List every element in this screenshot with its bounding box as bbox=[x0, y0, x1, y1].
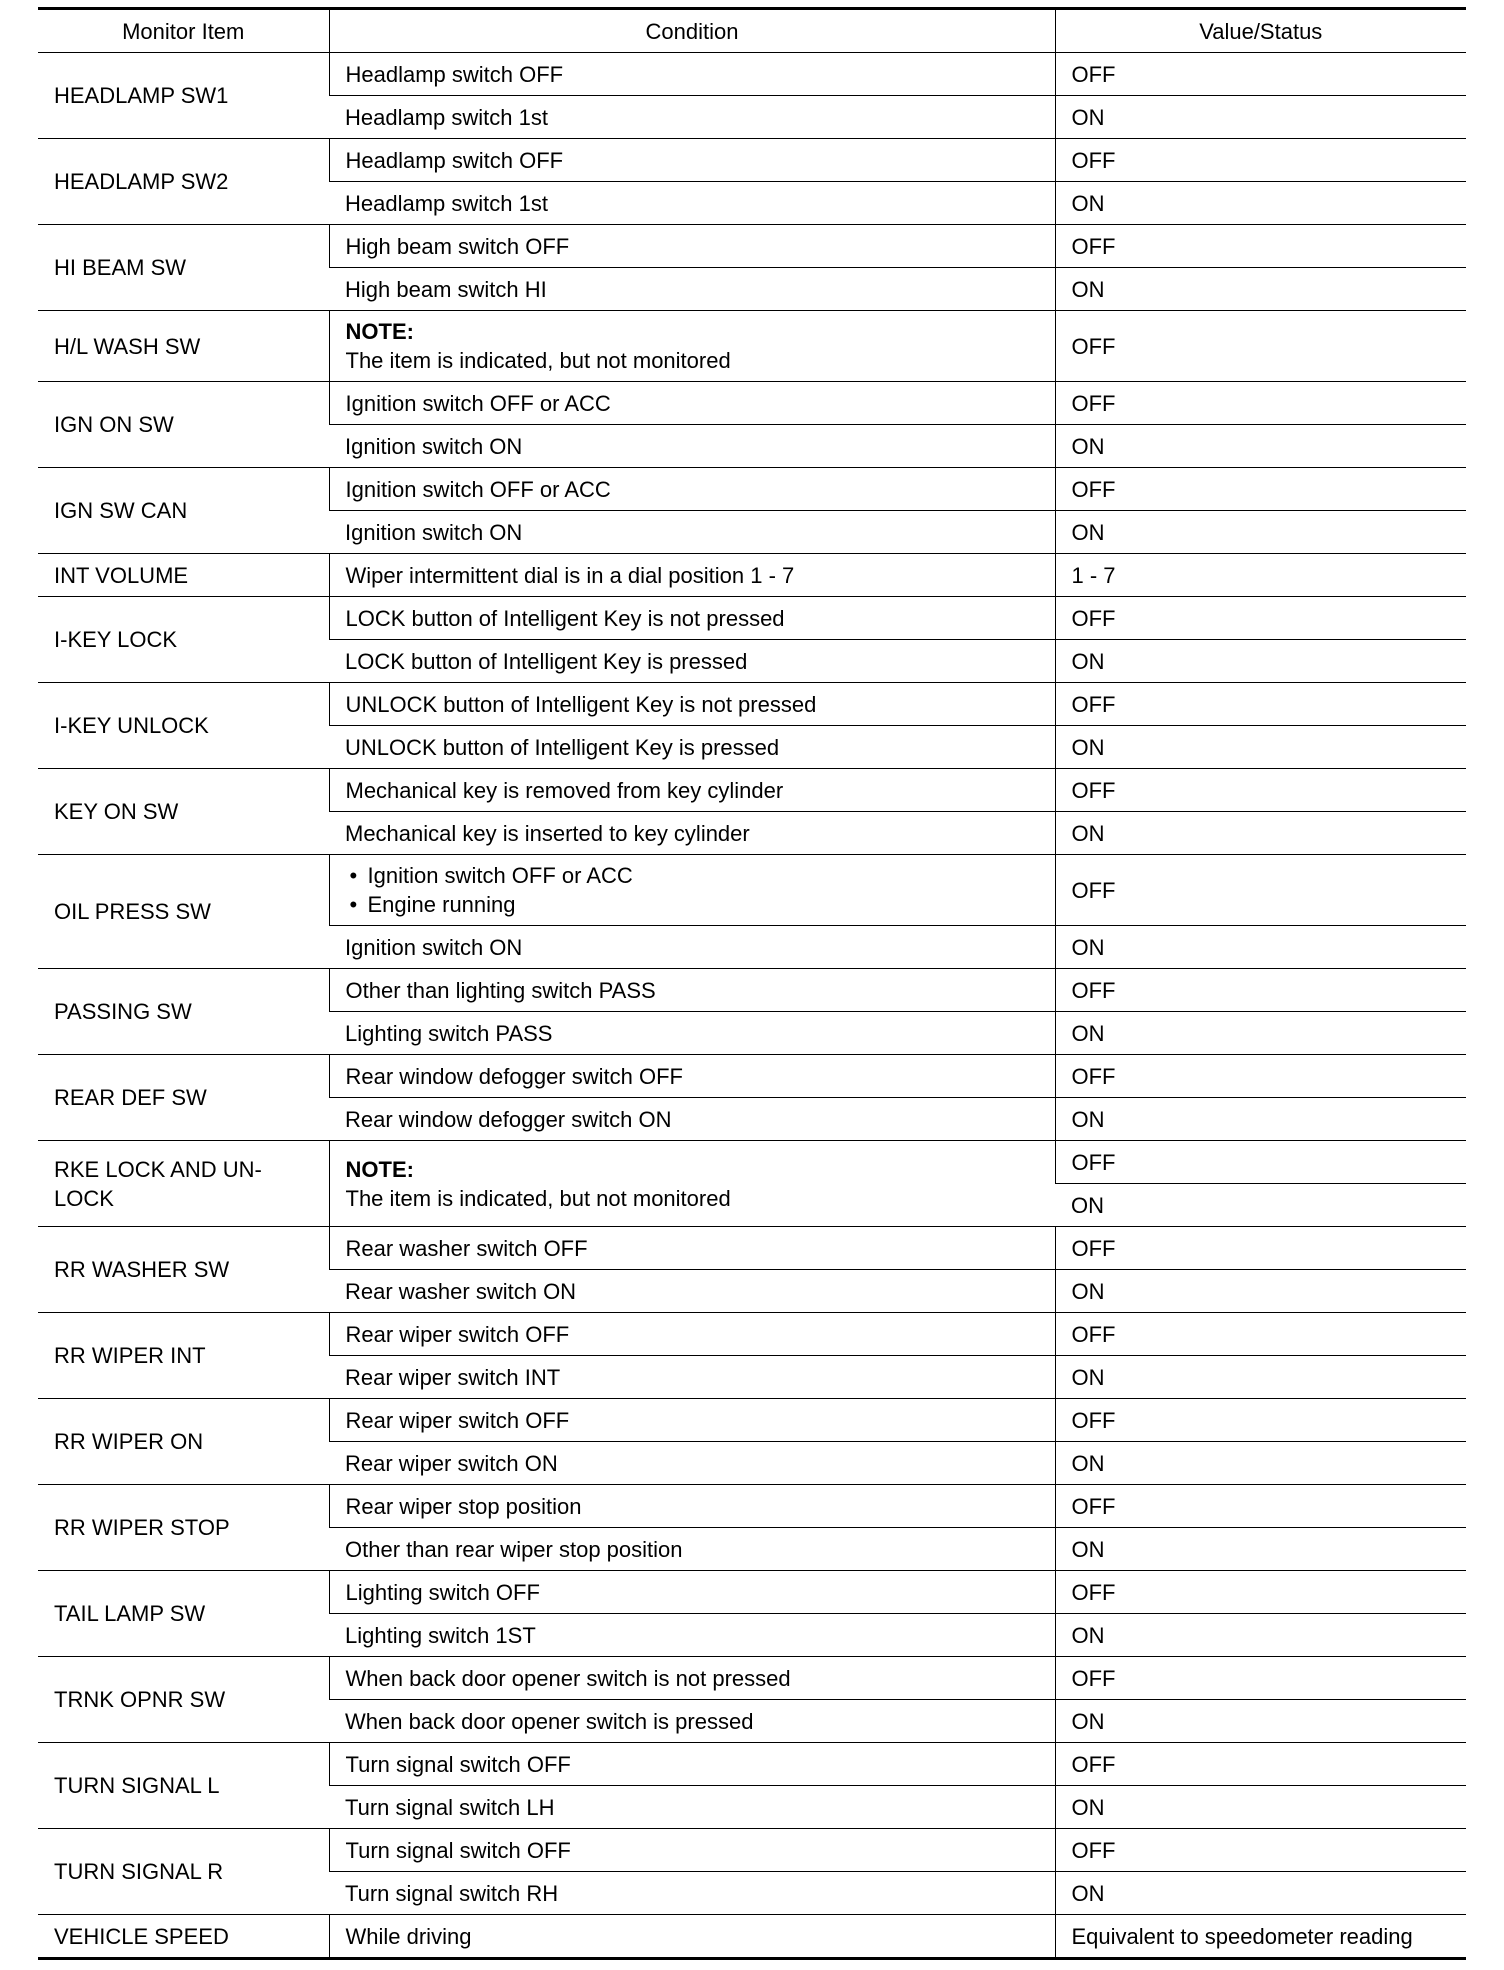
condition-cell: Ignition switch ON bbox=[329, 511, 1055, 554]
monitor-item-name: I-KEY LOCK bbox=[38, 597, 329, 683]
condition-cell: Ignition switch OFF or ACC bbox=[329, 468, 1055, 511]
value-status-cell: ON bbox=[1055, 1872, 1466, 1915]
value-status-cell: ON bbox=[1055, 812, 1466, 855]
condition-cell: Rear wiper stop position bbox=[329, 1485, 1055, 1528]
value-status-cell: ON bbox=[1055, 425, 1466, 468]
condition-cell: High beam switch OFF bbox=[329, 225, 1055, 268]
table-row bbox=[38, 225, 1466, 268]
value-status-cell: ON bbox=[1055, 182, 1466, 225]
value-status-cell: ON bbox=[1055, 640, 1466, 683]
monitor-item-name: IGN SW CAN bbox=[38, 468, 329, 554]
condition-cell: Headlamp switch OFF bbox=[329, 139, 1055, 182]
condition-cell: Headlamp switch 1st bbox=[329, 182, 1055, 225]
condition-cell: Wiper intermittent dial is in a dial position 1 - 7 bbox=[329, 554, 1055, 597]
condition-cell: Headlamp switch OFF bbox=[329, 53, 1055, 96]
condition-cell: Turn signal switch OFF bbox=[329, 1829, 1055, 1872]
condition-cell: Ignition switch ON bbox=[329, 926, 1055, 969]
note-label: NOTE: bbox=[345, 319, 414, 344]
condition-cell: Rear wiper switch INT bbox=[329, 1356, 1055, 1399]
value-status-cell: OFF bbox=[1055, 597, 1466, 640]
value-status-cell: OFF bbox=[1055, 1657, 1466, 1700]
table-row bbox=[38, 139, 1466, 182]
condition-cell: Ignition switch ON bbox=[329, 425, 1055, 468]
condition-cell: UNLOCK button of Intelligent Key is pressed bbox=[329, 726, 1055, 769]
monitor-item-name bbox=[38, 1141, 329, 1227]
value-status-cell: Equivalent to speedometer reading bbox=[1055, 1915, 1466, 1959]
monitor-item-name: HEADLAMP SW2 bbox=[38, 139, 329, 225]
value-status-cell: 1 - 7 bbox=[1055, 554, 1466, 597]
table-row bbox=[38, 1055, 1466, 1098]
value-status-cell: ON bbox=[1055, 1614, 1466, 1657]
table-row bbox=[38, 969, 1466, 1012]
table-row bbox=[38, 1399, 1466, 1442]
monitor-item-name: HI BEAM SW bbox=[38, 225, 329, 311]
condition-cell: Headlamp switch 1st bbox=[329, 96, 1055, 139]
value-status-cell: ON bbox=[1055, 1356, 1466, 1399]
value-status-cell: OFF bbox=[1055, 1313, 1466, 1356]
monitor-item-name: VEHICLE SPEED bbox=[38, 1915, 329, 1959]
monitor-item-name: TRNK OPNR SW bbox=[38, 1657, 329, 1743]
monitor-item-name: RR WIPER STOP bbox=[38, 1485, 329, 1571]
monitor-item-name: TAIL LAMP SW bbox=[38, 1571, 329, 1657]
condition-cell: Rear wiper switch OFF bbox=[329, 1313, 1055, 1356]
table-row bbox=[38, 1915, 1466, 1959]
condition-cell: Lighting switch PASS bbox=[329, 1012, 1055, 1055]
monitor-item-name-line: LOCK bbox=[54, 1185, 114, 1211]
condition-bullet-list bbox=[346, 861, 1039, 919]
monitor-item-name: INT VOLUME bbox=[38, 554, 329, 597]
condition-cell: Rear window defogger switch OFF bbox=[329, 1055, 1055, 1098]
monitor-item-name: RR WIPER ON bbox=[38, 1399, 329, 1485]
value-status-cell: ON bbox=[1055, 511, 1466, 554]
condition-cell: Rear wiper switch OFF bbox=[329, 1399, 1055, 1442]
table-row bbox=[38, 468, 1466, 511]
monitor-item-table bbox=[38, 7, 1466, 1960]
condition-cell: Mechanical key is inserted to key cylinder bbox=[329, 812, 1055, 855]
value-status-cell: OFF bbox=[1055, 1227, 1466, 1270]
table-row bbox=[38, 1313, 1466, 1356]
value-status-cell: OFF bbox=[1055, 1485, 1466, 1528]
monitor-item-name: TURN SIGNAL L bbox=[38, 1743, 329, 1829]
monitor-item-name: RR WASHER SW bbox=[38, 1227, 329, 1313]
table-row bbox=[38, 1829, 1466, 1872]
value-status-cell: ON bbox=[1055, 926, 1466, 969]
value-status-cell: OFF bbox=[1055, 769, 1466, 812]
table-row bbox=[38, 53, 1466, 96]
condition-cell: Rear washer switch ON bbox=[329, 1270, 1055, 1313]
monitor-item-name: HEADLAMP SW1 bbox=[38, 53, 329, 139]
condition-cell: LOCK button of Intelligent Key is pressed bbox=[329, 640, 1055, 683]
value-status-cell: OFF bbox=[1055, 1399, 1466, 1442]
table-row bbox=[38, 1485, 1466, 1528]
condition-cell: Ignition switch OFF or ACC bbox=[329, 382, 1055, 425]
value-status-cell: OFF bbox=[1055, 855, 1466, 926]
value-status-cell: ON bbox=[1055, 1270, 1466, 1313]
value-status-cell: OFF bbox=[1055, 683, 1466, 726]
table-row bbox=[38, 1657, 1466, 1700]
value-status-cell: ON bbox=[1055, 268, 1466, 311]
header-row bbox=[38, 9, 1466, 53]
value-status-cell: ON bbox=[1055, 726, 1466, 769]
header-monitor-item: Monitor Item bbox=[38, 9, 329, 53]
condition-cell: Rear washer switch OFF bbox=[329, 1227, 1055, 1270]
value-status-cell: OFF bbox=[1055, 311, 1466, 382]
value-status-cell: ON bbox=[1055, 1184, 1466, 1227]
condition-cell: While driving bbox=[329, 1915, 1055, 1959]
value-status-cell: OFF bbox=[1055, 225, 1466, 268]
condition-note-cell bbox=[329, 1141, 1055, 1227]
condition-cell: Other than lighting switch PASS bbox=[329, 969, 1055, 1012]
condition-cell: Lighting switch 1ST bbox=[329, 1614, 1055, 1657]
table-row bbox=[38, 1227, 1466, 1270]
condition-cell: Other than rear wiper stop position bbox=[329, 1528, 1055, 1571]
condition-cell: UNLOCK button of Intelligent Key is not pressed bbox=[329, 683, 1055, 726]
condition-cell: Rear wiper switch ON bbox=[329, 1442, 1055, 1485]
monitor-item-name: H/L WASH SW bbox=[38, 311, 329, 382]
table-row bbox=[38, 769, 1466, 812]
value-status-cell: OFF bbox=[1055, 139, 1466, 182]
condition-cell: LOCK button of Intelligent Key is not pressed bbox=[329, 597, 1055, 640]
value-status-cell: OFF bbox=[1055, 969, 1466, 1012]
condition-bullet-item: • Engine running bbox=[346, 890, 1039, 919]
value-status-cell: ON bbox=[1055, 96, 1466, 139]
table-row bbox=[38, 382, 1466, 425]
monitor-item-name: RR WIPER INT bbox=[38, 1313, 329, 1399]
condition-cell: High beam switch HI bbox=[329, 268, 1055, 311]
monitor-item-name: KEY ON SW bbox=[38, 769, 329, 855]
value-status-cell: ON bbox=[1055, 1786, 1466, 1829]
monitor-item-name: TURN SIGNAL R bbox=[38, 1829, 329, 1915]
table-body bbox=[38, 53, 1466, 1959]
value-status-cell: OFF bbox=[1055, 53, 1466, 96]
condition-cell: Mechanical key is removed from key cylinder bbox=[329, 769, 1055, 812]
condition-cell: Turn signal switch RH bbox=[329, 1872, 1055, 1915]
condition-cell: Turn signal switch OFF bbox=[329, 1743, 1055, 1786]
value-status-cell: OFF bbox=[1055, 468, 1466, 511]
header-value-status: Value/Status bbox=[1055, 9, 1466, 53]
value-status-cell: ON bbox=[1055, 1012, 1466, 1055]
table-row bbox=[38, 1571, 1466, 1614]
condition-cell: Turn signal switch LH bbox=[329, 1786, 1055, 1829]
condition-note-cell bbox=[329, 311, 1055, 382]
condition-cell: Lighting switch OFF bbox=[329, 1571, 1055, 1614]
value-status-cell: OFF bbox=[1055, 1141, 1466, 1184]
value-status-cell: ON bbox=[1055, 1700, 1466, 1743]
note-text: The item is indicated, but not monitored bbox=[345, 1185, 731, 1211]
note-label: NOTE: bbox=[345, 1156, 414, 1182]
value-status-cell: OFF bbox=[1055, 1055, 1466, 1098]
table-row bbox=[38, 311, 1466, 382]
condition-cell: Rear window defogger switch ON bbox=[329, 1098, 1055, 1141]
value-status-cell: ON bbox=[1055, 1442, 1466, 1485]
monitor-item-name: PASSING SW bbox=[38, 969, 329, 1055]
table-row bbox=[38, 683, 1466, 726]
value-status-cell: OFF bbox=[1055, 1829, 1466, 1872]
table-row bbox=[38, 1743, 1466, 1786]
value-status-cell: OFF bbox=[1055, 1571, 1466, 1614]
value-status-cell: ON bbox=[1055, 1528, 1466, 1571]
condition-cell: When back door opener switch is pressed bbox=[329, 1700, 1055, 1743]
header-condition: Condition bbox=[329, 9, 1055, 53]
note-text: The item is indicated, but not monitored bbox=[345, 348, 731, 373]
condition-cell: When back door opener switch is not pressed bbox=[329, 1657, 1055, 1700]
table-row bbox=[38, 1141, 1466, 1184]
table-row bbox=[38, 597, 1466, 640]
table-row bbox=[38, 554, 1466, 597]
condition-bullet-item: • Ignition switch OFF or ACC bbox=[346, 861, 1039, 890]
monitor-item-name-line: RKE LOCK AND UN- bbox=[54, 1156, 262, 1182]
monitor-item-name: I-KEY UNLOCK bbox=[38, 683, 329, 769]
monitor-item-name: OIL PRESS SW bbox=[38, 855, 329, 969]
value-status-cell: OFF bbox=[1055, 1743, 1466, 1786]
value-status-cell: ON bbox=[1055, 1098, 1466, 1141]
table-row bbox=[38, 855, 1466, 926]
condition-cell bbox=[329, 855, 1055, 926]
value-status-cell: OFF bbox=[1055, 382, 1466, 425]
monitor-item-name: IGN ON SW bbox=[38, 382, 329, 468]
monitor-item-name: REAR DEF SW bbox=[38, 1055, 329, 1141]
